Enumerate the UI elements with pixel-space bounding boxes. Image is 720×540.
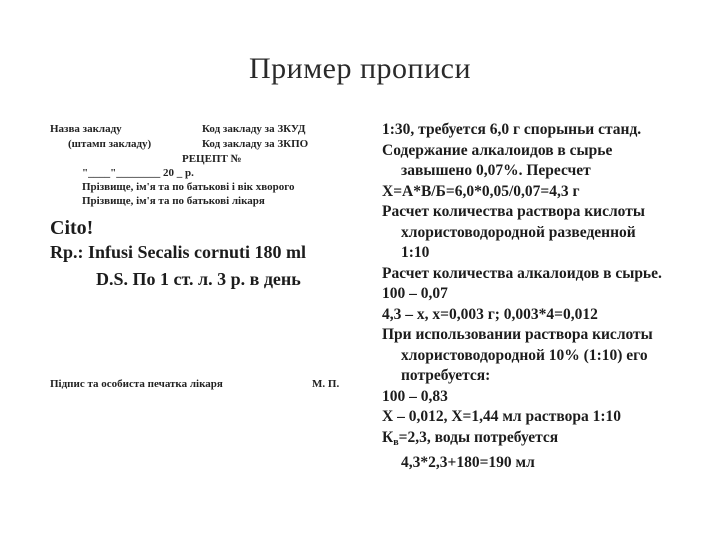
slide-title: Пример прописи [248, 52, 472, 85]
calculation-line: потребуется: [401, 367, 491, 384]
institution-name: Назва закладу [50, 123, 122, 135]
calculation-line: 1:30, требуется 6,0 г спорыньи станд. [382, 121, 642, 138]
kv-subscript: в [393, 436, 399, 448]
institution-code-zkud: Код закладу за ЗКУД [202, 123, 306, 135]
kv-symbol: К [382, 428, 394, 446]
calculation-line: 100 – 0,83 [382, 387, 448, 405]
rp-line: Rp.: Infusi Secalis cornuti 180 ml [50, 242, 307, 262]
calculation-line: Расчет количества алкалоидов в сырье. [382, 264, 662, 282]
calculation-block [382, 120, 687, 474]
patient-line: Прізвище, ім'я та по батькові і вік хворого [82, 181, 295, 193]
calculation-line: 4,3 – х, х=0,003 г; 0,003*4=0,012 [382, 305, 598, 323]
institution-code-zkpo: Код закладу за ЗКПО [202, 138, 309, 150]
calculation-line: хлористоводородной разведенной [401, 223, 636, 241]
calculation-line: завышено 0,07%. Пересчет [401, 162, 591, 179]
ds-line: D.S. По 1 ст. л. 3 р. в день [96, 269, 301, 289]
signature-label: Підпис та особиста печатка лікаря [50, 378, 223, 390]
calculation-lines [382, 120, 687, 428]
doctor-line: Прізвище, ім'я та по батькові лікаря [82, 195, 265, 207]
calculation-line: хлористоводородной 10% (1:10) его [401, 346, 648, 364]
calculation-line: Х – 0,012, Х=1,44 мл раствора 1:10 [382, 408, 622, 425]
calculation-line: При использовании раствора кислоты [382, 326, 653, 343]
kv-rest: =2,3, воды потребуется [398, 428, 559, 446]
cito-label: Cito! [50, 217, 94, 239]
kv-line [382, 428, 687, 454]
calculation-line: 100 – 0,07 [382, 285, 448, 302]
institution-stamp: (штамп закладу) [68, 138, 152, 150]
calculation-line: 1:10 [401, 244, 430, 261]
date-line: "____"________ 20 _ р. [82, 167, 194, 179]
mp-label: М. П. [312, 378, 340, 390]
calculation-line: Х=А*В/Б=6,0*0,05/0,07=4,3 г [382, 182, 580, 200]
recipe-label: РЕЦЕПТ № [182, 153, 242, 165]
final-line: 4,3*2,3+180=190 мл [401, 454, 535, 471]
calculation-line: Содержание алкалоидов в сырье [382, 141, 613, 159]
calculation-line: Расчет количества раствора кислоты [382, 203, 645, 220]
